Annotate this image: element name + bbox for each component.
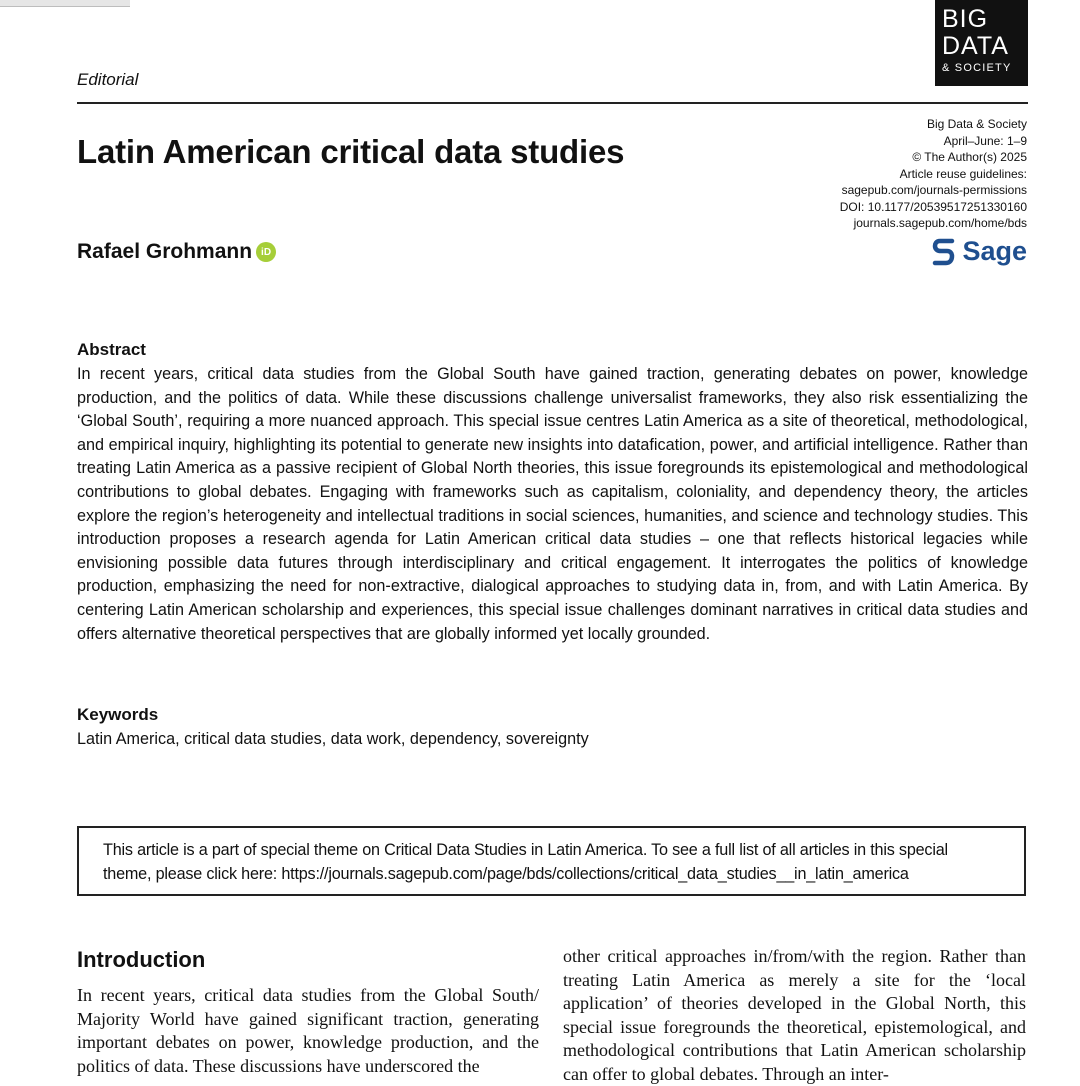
- article-title: Latin American critical data studies: [77, 133, 625, 170]
- abstract-text: In recent years, critical data studies from the Global South have gained traction, generating debates on power, knowledge production, and the politics of data. While these discussions challenge universalist frameworks, they also risk essentializing the ‘Global South’, requiring a more nuanced approach. This special issue centres Latin America as a site of theoretical, methodological, and empirical inquiry, highlighting its potential to generate new insights into datafication, power, and artificial intelligence. Rather than treating Latin America as a passive recipient of Global North theories, this issue foregrounds its epistemological and methodological contributions to global debates. Engaging with frameworks such as capitalism, coloniality, and dependency theory, the articles explore the region’s heterogeneity and intellectual traditions in social sciences, humanities, and science and technology studies. This introduction proposes a research agenda for Latin American critical data studies – one that reflects historical legacies while envisioning possible data futures through interdisciplinary and critical engagement. It interrogates the politics of knowledge production, emphasizing the need for non-extractive, dialogical approaches to studying data in, from, and with Latin America. By centering Latin American scholarship and experiences, this special issue challenges dominant narratives in critical data studies and offers alternative theoretical perspectives that are globally informed yet locally grounded.: [77, 365, 1028, 643]
- meta-doi[interactable]: DOI: 10.1177/20539517251330160: [839, 199, 1027, 214]
- logo-line-2: DATA: [942, 32, 1009, 60]
- abstract-heading: Abstract: [77, 340, 146, 359]
- section-label: Editorial: [77, 70, 139, 89]
- meta-issue: April–June: 1–9: [943, 133, 1027, 148]
- sage-s-icon: [932, 237, 956, 267]
- introduction-column-right: [563, 945, 1026, 1086]
- author: [77, 240, 276, 264]
- header-rule: [77, 102, 1028, 104]
- selection-fragment: [0, 0, 130, 7]
- publisher-name: Sage: [962, 236, 1027, 266]
- article-meta: [840, 116, 1027, 232]
- logo-line-1: BIG: [942, 5, 989, 33]
- special-theme-text[interactable]: This article is a part of special theme on Critical Data Studies in Latin America. To see a full list of all articles in this special theme, please click here: https://journals.sagepub.com/page/bds/collections/critical_data_studies__in_latin_america: [103, 841, 948, 883]
- introduction-paragraph-left: In recent years, critical data studies from the Global South/ Majority World have gained significant traction, generating important debates on power, knowledge production, and the politics of data. These discussions have underscored the: [77, 985, 539, 1076]
- journal-logo: [935, 0, 1028, 86]
- special-theme-box[interactable]: [77, 826, 1026, 896]
- meta-journal: Big Data & Society: [926, 117, 1027, 131]
- keywords-heading: Keywords: [77, 705, 159, 724]
- meta-homepage-link[interactable]: journals.sagepub.com/home/bds: [853, 216, 1027, 230]
- publisher-logo: [932, 236, 1027, 267]
- introduction-heading: Introduction: [77, 947, 206, 972]
- orcid-icon[interactable]: iD: [256, 242, 276, 262]
- meta-copyright: © The Author(s) 2025: [912, 150, 1027, 164]
- meta-permissions-link[interactable]: sagepub.com/journals-permissions: [841, 183, 1027, 197]
- meta-reuse: Article reuse guidelines:: [899, 166, 1027, 181]
- keywords-list: Latin America, critical data studies, data work, dependency, sovereignty: [77, 730, 589, 748]
- introduction-column-left: [77, 984, 539, 1078]
- author-name: Rafael Grohmann: [77, 240, 253, 263]
- introduction-paragraph-right: other critical approaches in/from/with the region. Rather than treating Latin America as merely a site for the ‘local application’ of theories developed in the Global North, this special issue foregrounds the theoretical, epistemological, and methodological contributions that Latin American scholarship can offer to global debates. Through an inter-: [563, 946, 1026, 1084]
- logo-line-3: & SOCIETY: [942, 62, 1012, 74]
